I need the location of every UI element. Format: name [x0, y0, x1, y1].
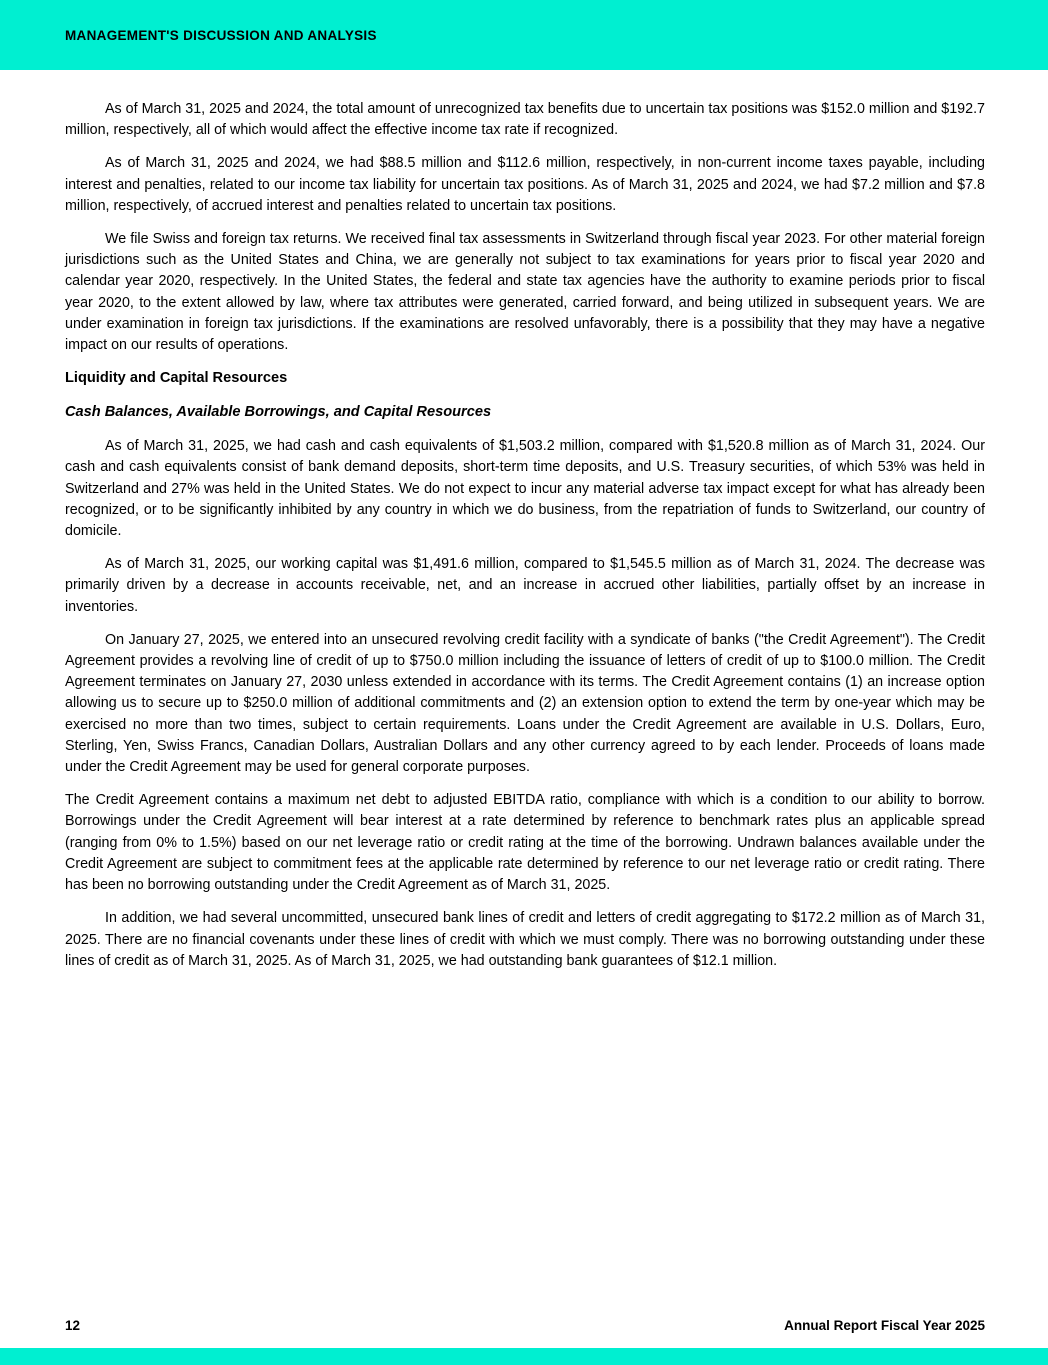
subheading-cash-balances-borrowings: Cash Balances, Available Borrowings, and Capital Resources — [65, 404, 492, 421]
paragraph-unrecognized-tax-benefits: As of March 31, 2025 and 2024, the total amount of unrecognized tax benefits due to uncertain tax positions was $152.0 million and $192.7 million, respectively, all of which would affect the effective income tax rate if recognized. — [65, 101, 985, 139]
page-footer-band — [0, 1348, 1048, 1365]
page-header-band — [0, 0, 1048, 70]
page-number: 12 — [65, 1318, 81, 1333]
heading-liquidity-capital-resources: Liquidity and Capital Resources — [65, 370, 288, 387]
paragraph-noncurrent-income-taxes: As of March 31, 2025 and 2024, we had $88.5 million and $112.6 million, respectively, in non-current income taxes payable, including interest and penalties, related to our income tax liability for uncertain tax positions. As of March 31, 2025 and 2024, we had $7.2 million and $7.8 million, respectively, of accrued interest and penalties related to uncertain tax positions. — [65, 155, 985, 214]
paragraph-credit-agreement: On January 27, 2025, we entered into an unsecured revolving credit facility with a syndicate of banks ("the Credit Agreement"). The Credit Agreement provides a revolving line of credit of up to $750.0 million including the issuance of letters of credit of up to $100.0 million. The Credit Agreement terminates on January 27, 2030 unless extended in accordance with its terms. The Credit Agreement contains (1) an increase option allowing us to secure up to $250.0 million of additional commitments and (2) an extension option to extend the term by one-year which may be exercised no more than two times, subject to certain requirements. Loans under the Credit Agreement are available in U.S. Dollars, Euro, Sterling, Yen, Swiss Francs, Canadian Dollars, Australian Dollars and any other currency agreed to by each lender. Proceeds of loans made under the Credit Agreement may be used for general corporate purposes. — [65, 631, 985, 776]
paragraph-uncommitted-bank-lines: In addition, we had several uncommitted, unsecured bank lines of credit and letters of credit aggregating to $172.2 million as of March 31, 2025. There are no financial covenants under these lines of credit with which we must comply. There was no borrowing outstanding under these lines of credit as of March 31, 2025. As of March 31, 2025, we had outstanding bank guarantees of $12.1 million. — [65, 910, 985, 969]
paragraph-credit-agreement-terms: The Credit Agreement contains a maximum net debt to adjusted EBITDA ratio, compliance with which is a condition to our ability to borrow. Borrowings under the Credit Agreement will bear interest at a rate determined by reference to benchmark rates plus an applicable spread (ranging from 0% to 1.5%) based on our net leverage ratio or credit rating at the time of the borrowing. Undrawn balances available under the Credit Agreement are subject to commitment fees at the applicable rate determined by reference to our net leverage ratio or credit rating. There has been no borrowing outstanding under the Credit Agreement as of March 31, 2025. — [65, 792, 985, 894]
page-footer — [65, 1318, 985, 1333]
paragraph-working-capital: As of March 31, 2025, our working capital was $1,491.6 million, compared to $1,545.5 million as of March 31, 2024. The decrease was primarily driven by a decrease in accounts receivable, net, and an increase in accrued other liabilities, partially offset by an increase in inventories. — [65, 556, 985, 615]
footer-report-title: Annual Report Fiscal Year 2025 — [784, 1318, 985, 1333]
page-content — [65, 99, 985, 984]
paragraph-cash-equivalents: As of March 31, 2025, we had cash and cash equivalents of $1,503.2 million, compared with $1,520.8 million as of March 31, 2024. Our cash and cash equivalents consist of bank demand deposits, short-term time deposits, and U.S. Treasury securities, of which 53% was held in Switzerland and 27% was held in the United States. We do not expect to incur any material adverse tax impact except for what has already been recognized, or to be significantly inhibited by any country in which we do business, from the repatriation of funds to Switzerland, our country of domicile. — [65, 438, 985, 540]
paragraph-tax-returns-examinations: We file Swiss and foreign tax returns. We received final tax assessments in Switzerland through fiscal year 2023. For other material foreign jurisdictions such as the United States and China, we are generally not subject to tax examinations for years prior to fiscal year 2020 and calendar year 2020, respectively. In the United States, the federal and state tax agencies have the authority to examine periods prior to fiscal year 2020, to the extent allowed by law, where tax attributes were generated, carried forward, and being utilized in subsequent years. We are under examination in foreign tax jurisdictions. If the examinations are resolved unfavorably, there is a possibility that they may have a negative impact on our results of operations. — [65, 231, 985, 354]
page-header-title: MANAGEMENT'S DISCUSSION AND ANALYSIS — [65, 27, 377, 43]
